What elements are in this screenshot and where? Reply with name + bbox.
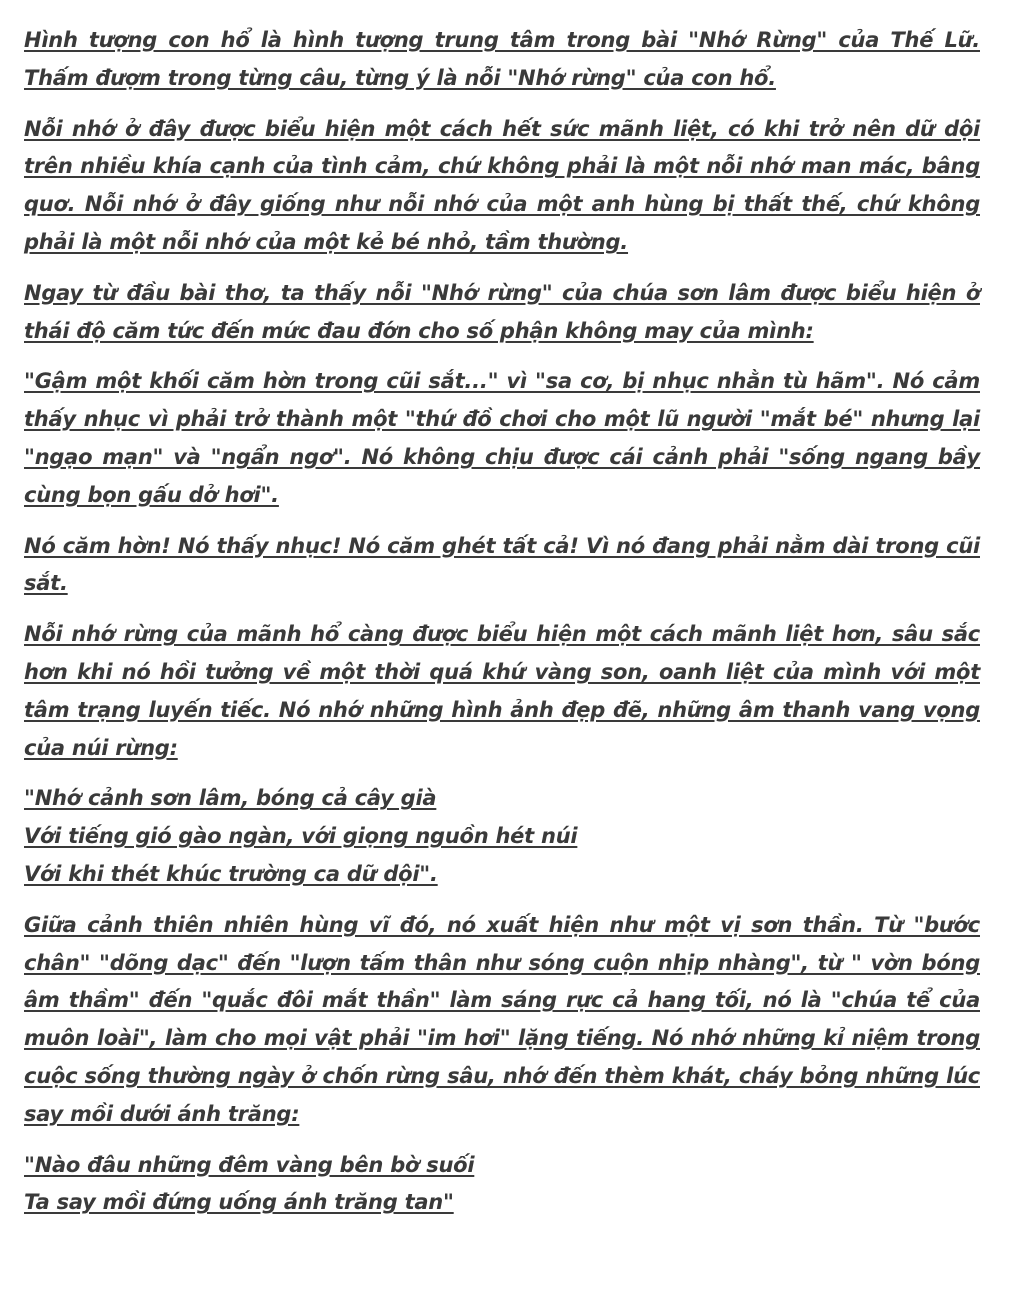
paragraph-mountain-god: Giữa cảnh thiên nhiên hùng vĩ đó, nó xuất hiện như một vị sơn thần. Từ "bước chân" "dõng dạc" đến "lượn tấm thân như sóng cuộn nhịp nhàng", từ " vờn bóng âm thầm" đến "quắc đôi mắt thần" làm sáng rực cả hang tối, nó là "chúa tể của muôn loài", làm cho mọi vật phải "im hơi" lặng tiếng. Nó nhớ những kỉ niệm trong cuộc sống thường ngày ở chốn rừng sâu, nhớ đến thèm khát, cháy bỏng những lúc say mồi dưới ánh trăng:	[24, 912, 980, 1126]
poem-line: Với tiếng gió gào ngàn, với giọng nguồn hét núi	[24, 824, 578, 849]
poem-excerpt-moon	[24, 1147, 980, 1223]
paragraph-opening: Ngay từ đầu bài thơ, ta thấy nỗi "Nhớ rừng" của chúa sơn lâm được biểu hiện ở thái độ căm tức đến mức đau đớn cho số phận không may của mình:	[24, 280, 980, 343]
poem-line: "Nào đâu những đêm vàng bên bờ suối	[24, 1152, 475, 1177]
paragraph-anger: Nó căm hờn! Nó thấy nhục! Nó căm ghét tất cả! Vì nó đang phải nằm dài trong cũi sắt.	[24, 533, 980, 596]
article-body	[24, 22, 980, 1235]
paragraph-quote-cage: "Gậm một khối căm hờn trong cũi sắt..." vì "sa cơ, bị nhục nhằn tù hãm". Nó cảm thấy nhục vì phải trở thành một "thứ đồ chơi cho một lũ người "mắt bé" nhưng lại "ngạo mạn" và "ngẩn ngơ". Nó không chịu được cái cảnh phải "sống ngang bầy cùng bọn gấu dở hơi".	[24, 369, 980, 507]
poem-line: Ta say mồi đứng uống ánh trăng tan"	[24, 1190, 454, 1215]
poem-excerpt-forest	[24, 780, 980, 893]
paragraph-memory: Nỗi nhớ rừng của mãnh hổ càng được biểu hiện một cách mãnh liệt hơn, sâu sắc hơn khi nó hồi tưởng về một thời quá khứ vàng son, oanh liệt của mình với một tâm trạng luyến tiếc. Nó nhớ những hình ảnh đẹp đẽ, những âm thanh vang vọng của núi rừng:	[24, 622, 980, 760]
poem-line: "Nhớ cảnh sơn lâm, bóng cả cây già	[24, 786, 437, 811]
paragraph-intro: Hình tượng con hổ là hình tượng trung tâm trong bài "Nhớ Rừng" của Thế Lữ. Thấm đượm trong từng câu, từng ý là nỗi "Nhớ rừng" của con hổ.	[24, 28, 980, 90]
poem-line: Với khi thét khúc trường ca dữ dội".	[24, 861, 438, 886]
paragraph-longing: Nỗi nhớ ở đây được biểu hiện một cách hết sức mãnh liệt, có khi trở nên dữ dội trên nhiều khía cạnh của tình cảm, chứ không phải là một nỗi nhớ man mác, bâng quơ. Nỗi nhớ ở đây giống như nỗi nhớ của một anh hùng bị thất thế, chứ không phải là một nỗi nhớ của một kẻ bé nhỏ, tầm thường.	[24, 116, 980, 254]
